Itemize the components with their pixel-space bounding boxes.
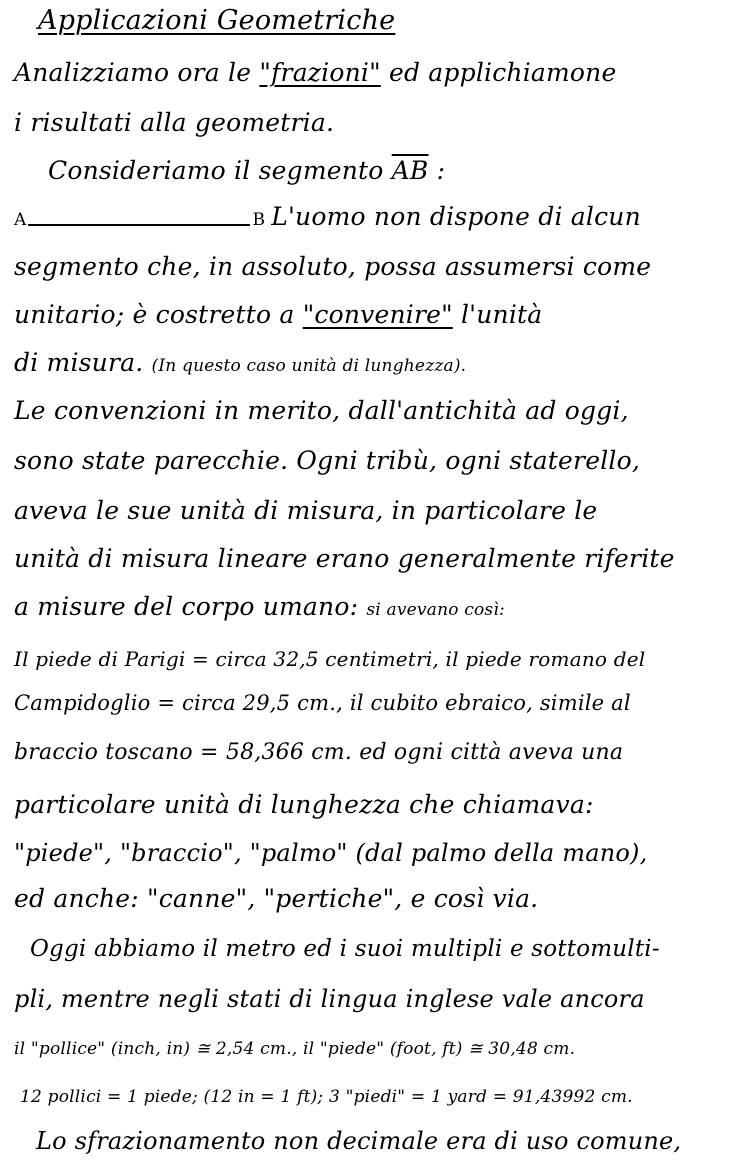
text-segment: a misure del corpo umano: — [14, 592, 367, 621]
text-line-22: 12 pollici = 1 piede; (12 in = 1 ft); 3 "piedi" = 1 yard = 91,43992 cm. — [20, 1087, 633, 1107]
small-note: (In questo caso unità di lunghezza). — [151, 356, 467, 376]
text-line-18: ed anche: "canne", "pertiche", e così via. — [14, 884, 539, 913]
segment-label-a: A — [14, 210, 27, 230]
text-segment: unitario; è costretto a — [14, 300, 303, 329]
underlined-word-frazioni: "frazioni" — [259, 58, 381, 87]
text-segment: : — [428, 156, 446, 185]
text-line-13: Il piede di Parigi = circa 32,5 centimetri, il piede romano del — [14, 647, 646, 671]
text-line-23: Lo sfrazionamento non decimale era di uso comune, — [36, 1127, 682, 1155]
text-line-17: "piede", "braccio", "palmo" (dal palmo della mano), — [14, 839, 648, 867]
text-line-2: i risultati alla geometria. — [14, 108, 335, 137]
underlined-word-convenire: "convenire" — [302, 300, 453, 329]
text-segment: Consideriamo il segmento — [48, 156, 392, 185]
text-line-10: aveva le sue unità di misura, in particolare le — [14, 496, 598, 525]
text-segment: ed applichiamone — [380, 58, 617, 87]
text-line-1 — [14, 58, 616, 88]
page-title: Applicazioni Geometriche — [38, 5, 396, 36]
text-segment: Analizziamo ora le — [14, 58, 260, 87]
text-line-11: unità di misura lineare erano generalmente riferite — [14, 544, 675, 573]
text-line-16: particolare unità di lunghezza che chiamava: — [14, 790, 594, 819]
text-line-7 — [14, 348, 466, 381]
text-line-5: segmento che, in assoluto, possa assumersi come — [14, 252, 652, 281]
text-line-6 — [14, 300, 542, 330]
text-line-15: braccio toscano = 58,366 cm. ed ogni città aveva una — [14, 740, 624, 765]
text-line-4 — [14, 202, 641, 235]
text-line-9: sono state parecchie. Ogni tribù, ogni staterello, — [14, 446, 640, 475]
text-segment: L'uomo non dispone di alcun — [271, 202, 641, 231]
text-line-21: il "pollice" (inch, in) ≅ 2,54 cm., il "piede" (foot, ft) ≅ 30,48 cm. — [14, 1039, 576, 1059]
text-line-8: Le convenzioni in merito, dall'antichità ad oggi, — [14, 396, 629, 425]
segment-ab-drawing — [14, 205, 265, 235]
text-line-12 — [14, 592, 505, 625]
text-segment: di misura. — [14, 348, 152, 377]
segment-label-b: B — [252, 210, 266, 230]
text-line-19: Oggi abbiamo il metro ed i suoi multipli e sottomulti- — [30, 936, 660, 962]
segment-line — [28, 224, 250, 226]
segment-name-ab: $\overline{AB}$ — [391, 156, 429, 185]
text-line-20: pli, mentre negli stati di lingua inglese vale ancora — [14, 985, 645, 1013]
small-note: si avevano così: — [366, 600, 505, 620]
text-line-14: Campidoglio = circa 29,5 cm., il cubito ebraico, simile al — [14, 691, 631, 715]
text-line-3 — [48, 156, 445, 186]
text-segment: l'unità — [452, 300, 543, 329]
